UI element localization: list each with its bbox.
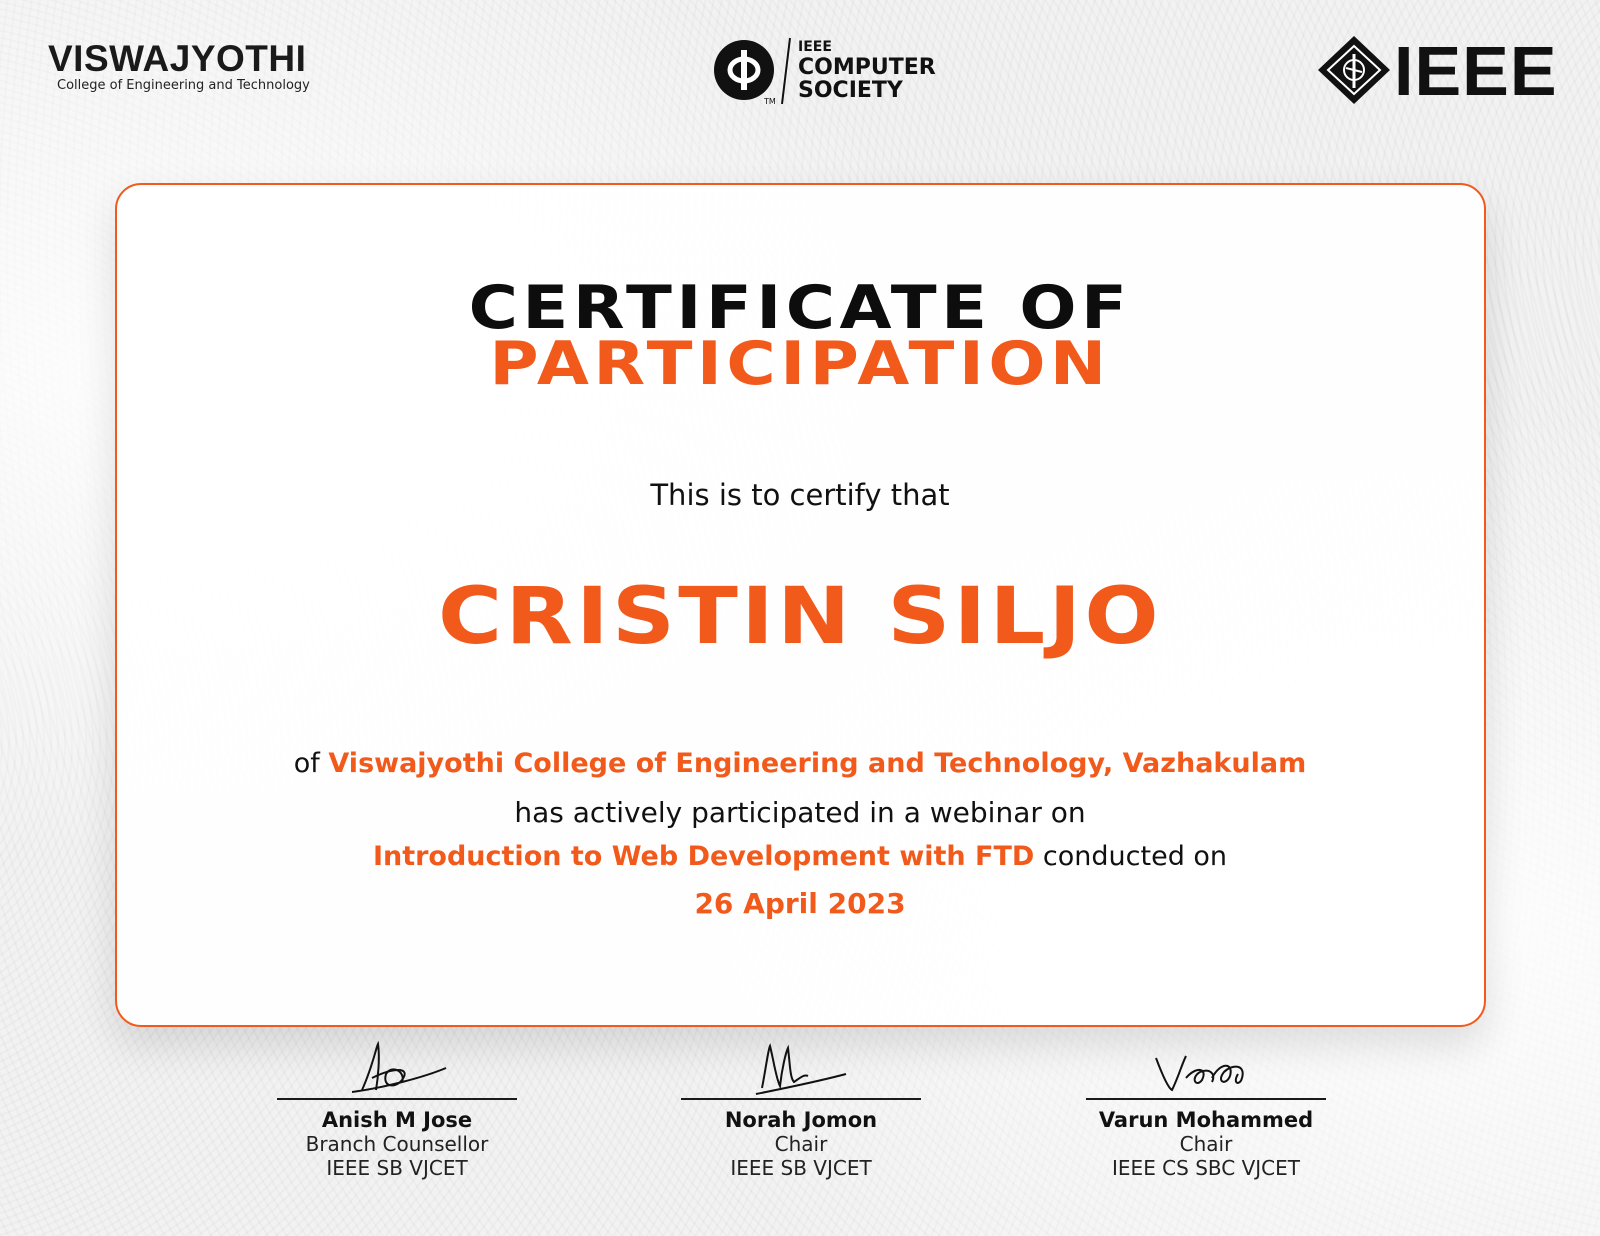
signatory-org: IEEE CS SBC VJCET: [1112, 1156, 1300, 1180]
viswajyothi-logo: [48, 40, 338, 93]
certificate-title-line1: CERTIFICATE OF: [468, 273, 1132, 343]
signatory-name: Anish M Jose: [321, 1108, 473, 1132]
institution-name: Viswajyothi College of Engineering and Technology, Vazhakulam: [328, 748, 1307, 779]
signature-anish: [342, 1038, 452, 1096]
cs-logo-line-computer: COMPUTER: [798, 55, 936, 80]
ieee-diamond-icon: [1316, 34, 1392, 106]
webinar-line: [0, 841, 1600, 872]
signatory-org: IEEE SB VJCET: [326, 1156, 468, 1180]
signature-norah: [746, 1038, 856, 1096]
signatory-org: IEEE SB VJCET: [730, 1156, 872, 1180]
signature-varun: [1146, 1038, 1266, 1096]
ieee-computer-society-phi-icon: [712, 36, 796, 106]
certify-intro: This is to certify that: [650, 478, 950, 512]
signatory-role: Chair: [774, 1132, 828, 1156]
signature-line: [681, 1098, 921, 1100]
conducted-text: conducted on: [1042, 841, 1228, 872]
ieee-logo-word: IEEE: [1394, 32, 1558, 110]
cs-logo-line-ieee: IEEE: [798, 39, 832, 55]
signatory-role: Chair: [1179, 1132, 1233, 1156]
signatory-block: [1086, 1038, 1326, 1180]
signatory-block: [277, 1038, 517, 1180]
of-prefix: of: [293, 748, 320, 779]
college-logo-name: VISWAJYOTHI: [48, 38, 307, 79]
institution-line: [0, 748, 1600, 779]
signatory-name: Norah Jomon: [724, 1108, 878, 1132]
signatory-role: Branch Counsellor: [305, 1132, 489, 1156]
signatory-name: Varun Mohammed: [1098, 1108, 1314, 1132]
college-logo-subtitle: College of Engineering and Technology: [57, 78, 310, 93]
certificate-title-line2: PARTICIPATION: [489, 329, 1111, 399]
webinar-title: Introduction to Web Development with FTD: [372, 841, 1035, 872]
signature-line: [1086, 1098, 1326, 1100]
participation-text: has actively participated in a webinar on: [514, 796, 1086, 829]
signature-line: [277, 1098, 517, 1100]
recipient-name: CRISTIN SILJO: [438, 572, 1162, 662]
ieee-logo: [1316, 32, 1558, 110]
signatory-block: [681, 1038, 921, 1180]
svg-text:TM: TM: [764, 97, 776, 106]
webinar-date: 26 April 2023: [694, 887, 906, 920]
cs-logo-line-society: SOCIETY: [798, 78, 903, 103]
ieee-computer-society-logo: [712, 36, 942, 106]
